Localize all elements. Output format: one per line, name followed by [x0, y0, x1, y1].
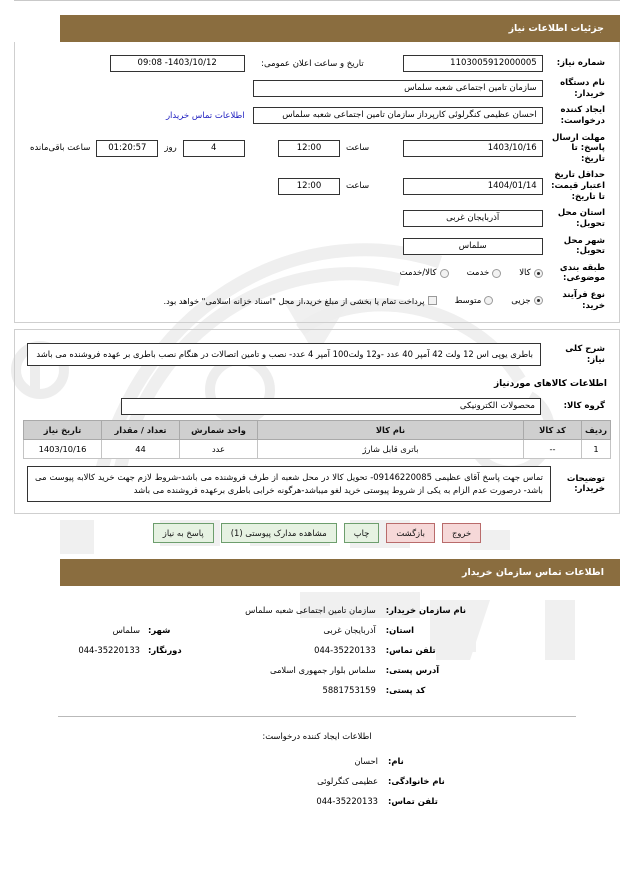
goods-col-unit: واحد شمارش: [180, 421, 258, 440]
radio-icon[interactable]: [484, 296, 493, 305]
need-details-panel: [14, 42, 620, 323]
buyer-contact-link[interactable]: اطلاعات تماس خریدار: [165, 110, 245, 121]
summary-cell: [23, 340, 545, 369]
countdown-label: ساعت باقی‌مانده: [30, 143, 91, 154]
action-buttons: [0, 523, 634, 543]
goods-table-head: [24, 421, 611, 440]
contact-row-province-city: [14, 620, 620, 640]
requester-phone-value: 044-35220133: [316, 796, 378, 807]
province-value: آذربایجان غربی: [403, 210, 543, 227]
form-row-group: [23, 395, 611, 418]
form-row-summary: [23, 340, 611, 369]
respond-to-need-button[interactable]: پاسخ به نیاز: [153, 523, 214, 543]
buyer-notes-cell: [23, 463, 555, 505]
need-form: [23, 52, 611, 314]
form-row-deadline: [23, 130, 611, 168]
buyer-contact-link-cell: [23, 102, 249, 129]
classification-option-kala[interactable]: [519, 268, 542, 278]
requester-first-name-label: نام:: [388, 756, 404, 767]
contact-province-label: استان:: [385, 625, 414, 636]
deadline-date-cell: [376, 130, 547, 168]
process-label: نوع فرآیند خرید:: [562, 290, 605, 311]
radio-icon[interactable]: [492, 269, 501, 278]
classification-option-label: خدمت: [466, 268, 490, 279]
table-row: [24, 440, 611, 459]
validity-spacer: [23, 167, 249, 205]
countdown-timer-value: 01:20:57: [96, 140, 158, 157]
requester-last-name-value: عظیمی کنگرلوئی: [317, 776, 378, 787]
contact-header: [60, 559, 620, 586]
form-row-city: [23, 233, 611, 260]
deadline-date-value: 1403/10/16: [403, 140, 543, 157]
summary-value: باطری یوپی اس 12 ولت 42 آمپر 40 عدد -و12 ولت100 آمپر 4 عدد- نصب و تامین اتصالات در هنگام نصب باطری بر عهده فروشنده می باشد: [27, 343, 541, 366]
form-row-classification: [23, 260, 611, 287]
requester-row-last-name: [14, 771, 620, 791]
goods-info-heading: اطلاعات کالاهای موردنیاز: [493, 379, 607, 390]
form-row-buyer-org: [23, 75, 611, 102]
radio-icon[interactable]: [534, 269, 543, 278]
province-cell: [23, 205, 547, 232]
need-number-value: 1103005912000005: [403, 55, 543, 72]
contact-city-label: شهر:: [148, 625, 171, 636]
view-attachments-button[interactable]: مشاهده مدارک پیوستی (1): [221, 523, 337, 543]
contact-fax-value: 044-35220133: [78, 645, 140, 656]
contact-panel: [14, 586, 620, 811]
announce-label: تاریخ و ساعت اعلان عمومی:: [261, 58, 364, 69]
radio-icon[interactable]: [440, 269, 449, 278]
validity-date-cell: [376, 167, 547, 205]
classification-label: طبقه بندی موضوعی:: [559, 262, 605, 284]
remaining-days-value: 4: [183, 140, 245, 157]
requester-heading: اطلاعات ایجاد کننده درخواست:: [262, 731, 372, 742]
requester-row-phone: [14, 791, 620, 811]
city-value: سلماس: [403, 238, 543, 255]
summary-label: شرح کلی نیاز:: [565, 344, 605, 365]
process-options-cell: [23, 287, 547, 314]
exit-button[interactable]: خروج: [442, 523, 481, 543]
classification-option-kala-khedmat[interactable]: [400, 268, 449, 278]
radio-icon[interactable]: [534, 296, 543, 305]
goods-col-need-date: تاریخ نیاز: [24, 421, 102, 440]
city-cell: [23, 233, 547, 260]
requester-row-first-name: [14, 751, 620, 771]
goods-col-name: نام کالا: [258, 421, 524, 440]
deadline-label: مهلت ارسال پاسخ: تا تاریخ:: [551, 132, 605, 164]
need-number-label: شماره نیاز:: [556, 58, 605, 69]
group-form: [23, 395, 611, 418]
buyer-org-label: نام دستگاه خریدار:: [560, 78, 605, 99]
contact-phone-value: 044-35220133: [314, 645, 376, 656]
need-details-header: [60, 15, 620, 42]
treasury-note-checkbox-wrap[interactable]: [163, 296, 436, 306]
province-label: استان محل تحویل:: [557, 208, 605, 229]
group-label: گروه کالا:: [563, 401, 605, 412]
creator-cell: [249, 102, 547, 129]
goods-cell-code: --: [523, 440, 581, 459]
classification-option-label: کالا/خدمت: [399, 268, 437, 279]
requester-phone-label: تلفن تماس:: [388, 796, 438, 807]
process-radio-group: [27, 296, 543, 306]
classification-radio-group: [27, 268, 543, 278]
group-cell: [23, 395, 545, 418]
goods-table-body: [24, 440, 611, 459]
deadline-time-label: ساعت: [346, 143, 370, 154]
buyer-notes-value: تماس جهت پاسخ آقای عظیمی 09146220085- تحویل کالا در محل شعبه از طرف فروشنده می باشد-شروط لازم جهت خرید کالابه پیوست می باشد- درصورت عدم الزام به یکی از شروط پیوستی خرید لغو میباشد-هرگونه خرابی باطری برعهده فروشنده می باشد: [27, 466, 551, 502]
classification-options-cell: [23, 260, 547, 287]
validity-date-value: 1404/01/14: [403, 178, 543, 195]
form-row-buyer-notes: [23, 463, 611, 505]
top-divider: [14, 0, 620, 1]
creator-value: احسان عظیمی کنگرلوئی کارپرداز سازمان تامین اجتماعی شعبه سلماس: [253, 107, 543, 124]
form-row-creator: [23, 102, 611, 129]
contact-postal-value: 5881753159: [322, 685, 376, 696]
buyer-notes-label: توضیحات خریدار:: [566, 473, 605, 495]
deadline-time-value: 12:00: [278, 140, 340, 157]
form-row-validity: [23, 167, 611, 205]
announce-value: 1403/10/12- 09:08: [110, 55, 245, 72]
contact-address-value: سلماس بلوار جمهوری اسلامی: [269, 665, 376, 676]
contact-address-label: آدرس پستی:: [385, 665, 440, 676]
buyer-org-value: سازمان تامین اجتماعی شعبه سلماس: [253, 80, 543, 97]
need-number-cell: [376, 52, 547, 75]
group-value: محصولات الکترونیکی: [121, 398, 541, 415]
countdown-cell: [23, 130, 249, 168]
requester-last-name-label: نام خانوادگی:: [388, 776, 445, 787]
announce-cell: [23, 52, 249, 75]
validity-time-value: 12:00: [278, 178, 340, 195]
process-option-label: جزیی: [511, 295, 531, 306]
form-row-need-number: [23, 52, 611, 75]
contact-postal-label: کد پستی:: [385, 685, 426, 696]
goods-col-code: کد کالا: [523, 421, 581, 440]
summary-goods-panel: [14, 329, 620, 514]
contact-city-value: سلماس: [112, 625, 140, 636]
process-option-jozei[interactable]: [511, 296, 542, 306]
print-button[interactable]: چاپ: [344, 523, 380, 543]
contact-province-value: آذربایجان غربی: [323, 625, 376, 636]
buyer-notes-form: [23, 463, 611, 505]
contact-row-address: [14, 660, 620, 680]
form-row-process-type: [23, 287, 611, 314]
deadline-time-cell: [249, 130, 376, 168]
contact-row-phone-fax: [14, 640, 620, 660]
form-row-province: [23, 205, 611, 232]
requester-first-name-value: احسان: [354, 756, 378, 767]
classification-option-khedmat[interactable]: [467, 268, 502, 278]
contact-divider: [58, 716, 576, 717]
classification-option-label: کالا: [519, 268, 531, 279]
need-details-title: جزئیات اطلاعات نیاز: [508, 23, 604, 34]
validity-time-label: ساعت: [346, 181, 370, 192]
contact-fax-label: دورنگار:: [148, 645, 182, 656]
contact-row-org: [14, 600, 620, 620]
goods-cell-quantity: 44: [102, 440, 180, 459]
contact-org-label: نام سازمان خریدار:: [385, 605, 466, 616]
treasury-note-text: پرداخت تمام یا بخشی از مبلغ خرید،از محل "اسناد خزانه اسلامی" خواهد بود.: [163, 295, 425, 306]
buyer-org-cell: [23, 75, 547, 102]
goods-header-row: [24, 421, 611, 440]
back-button[interactable]: بازگشت: [386, 523, 435, 543]
contact-title: اطلاعات تماس سازمان خریدار: [461, 567, 604, 579]
requester-table: [14, 751, 620, 811]
validity-time-cell: [249, 167, 376, 205]
validity-label: حداقل تاریخ اعتبار قیمت: تا تاریخ:: [551, 170, 605, 202]
process-option-motavaset[interactable]: [455, 296, 494, 306]
goods-table: [23, 420, 611, 459]
goods-col-row: ردیف: [581, 421, 610, 440]
city-label: شهر محل تحویل:: [563, 235, 605, 257]
summary-form: [23, 340, 611, 369]
process-option-label: متوسط: [454, 295, 482, 306]
goods-cell-unit: عدد: [180, 440, 258, 459]
goods-cell-name: باتری قابل شارژ: [258, 440, 524, 459]
creator-label: ایجاد کننده درخواست:: [560, 105, 605, 126]
contact-table: [14, 600, 620, 700]
remaining-days-unit: روز: [164, 143, 177, 154]
contact-row-postal: [14, 680, 620, 700]
checkbox-icon[interactable]: [428, 296, 437, 305]
contact-org-value: سازمان تامین اجتماعی شعبه سلماس: [245, 605, 376, 616]
goods-col-quantity: تعداد / مقدار: [102, 421, 180, 440]
goods-cell-row: 1: [581, 440, 610, 459]
goods-cell-need-date: 1403/10/16: [24, 440, 102, 459]
contact-phone-label: تلفن تماس:: [385, 645, 436, 656]
